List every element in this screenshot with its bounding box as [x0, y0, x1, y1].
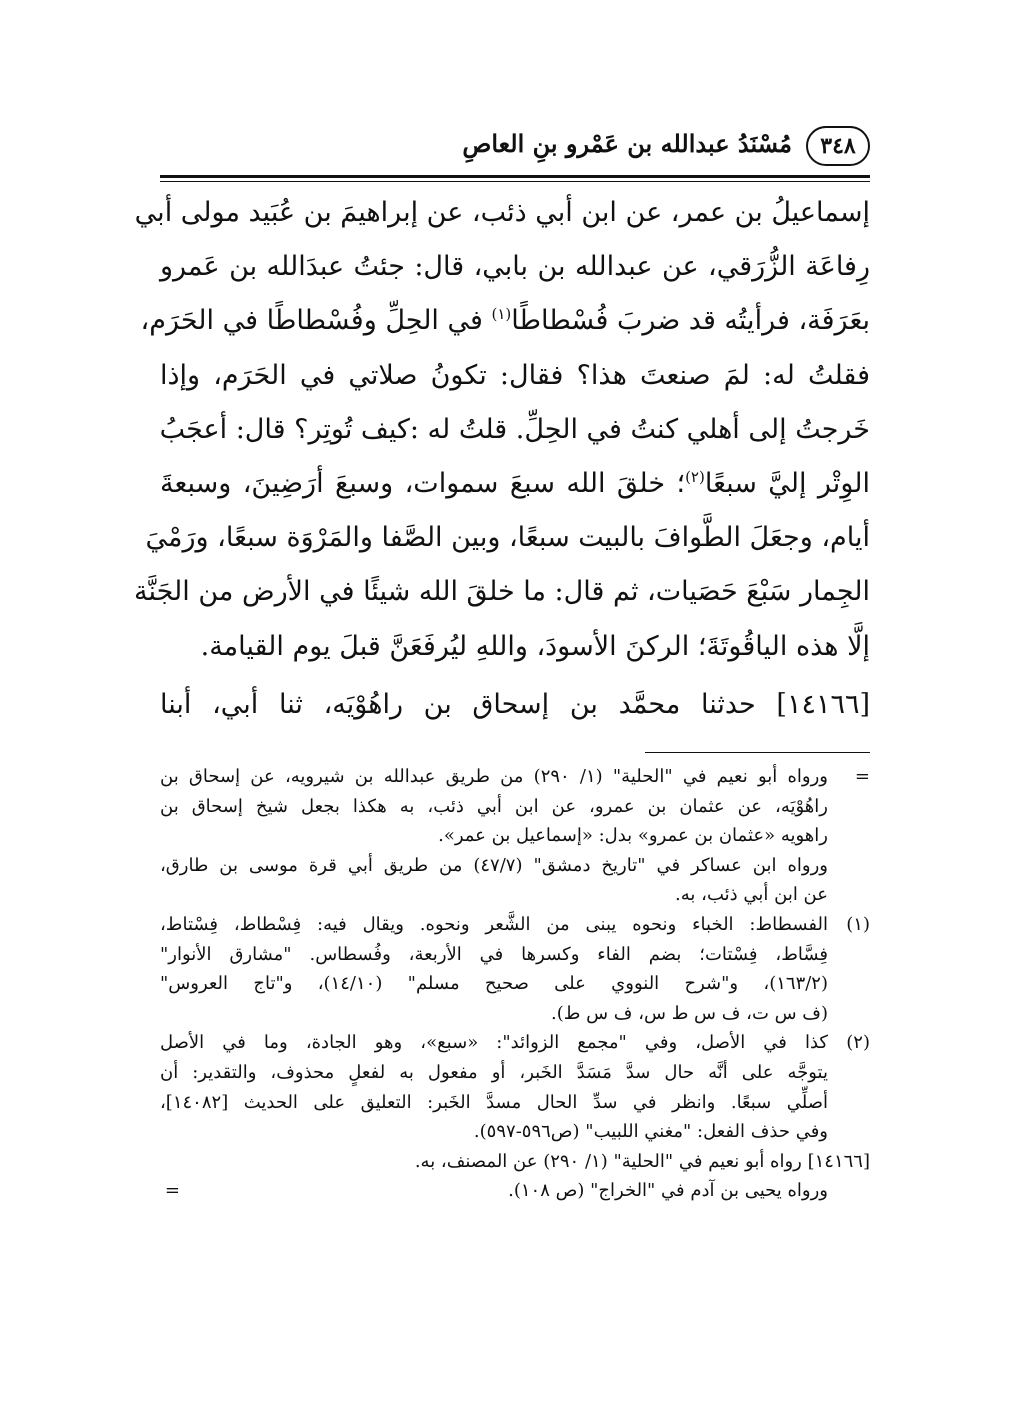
footnote-cont-line-2: راهُوْيَه، عن عثمان بن عمرو، عن ابن أبي ذئب، به هكذا بجعل شيخ إسحاق بن	[160, 795, 828, 817]
footnote-cont-text-1: ورواه أبو نعيم في "الحلية" (١/ ٢٩٠) من طريق عبدالله بن شيرويه، عن إسحاق بن	[160, 766, 828, 787]
footnote-1-text-1: الفسطاط: الخباء ونحوه يبنى من الشَّعر ونحوه. ويقال فيه: فِسْطاط، فِسْتاط،	[160, 913, 828, 935]
footnote-2-line-1	[160, 1028, 870, 1058]
page-header	[160, 122, 870, 174]
footnote-ref-1[interactable]: (١)	[491, 305, 512, 324]
footnote-1-marker: (١)	[846, 913, 870, 935]
continuation-marker: =	[854, 766, 870, 787]
main-text	[133, 186, 871, 674]
body-line-9: إلَّا هذه الياقُوتَةَ؛ الركنَ الأسودَ، واللهِ ليُرفَعَنَّ قبلَ يوم القيامة.	[200, 630, 870, 662]
header-rule-thick	[160, 175, 870, 178]
running-title: مُسْنَدُ عبدالله بن عَمْرو بنِ العاصِ	[462, 129, 792, 158]
body-line-1: إسماعيلُ بن عمر، عن ابن أبي ذئب، عن إبراهيمَ بن عُبَيد مولى أبي	[134, 197, 870, 228]
footnote-2-line-2: يتوجَّه على أنَّه حال سدَّ مَسَدَّ الخَبر، أو مفعول به لفعلٍ محذوف، والتقدير: أن	[160, 1061, 828, 1083]
footnote-hadith-line-1: [١٤١٦٦] رواه أبو نعيم في "الحلية" (١/ ٢٩٠) عن المصنف، به.	[414, 1150, 870, 1172]
footnote-hadith-text-2: ورواه يحيى بن آدم في "الخراج" (ص ١٠٨).	[508, 1180, 828, 1202]
footnote-2-line-3: أصلِّي سبعًا. وانظر في سدِّ الحال مسدَّ الخَبر: التعليق على الحديث [١٤٠٨٢]،	[160, 1091, 828, 1113]
footnote-1-line-1	[160, 910, 870, 940]
body-line-3-tail: في الحِلِّ وفُسْطاطًا في الحَرَم،	[140, 305, 492, 337]
footnote-separator	[645, 752, 870, 753]
body-line-2: رِفاعَة الزُّرَقي، عن عبدالله بن بابي، قال: جئتُ عبدَالله بن عَمرو	[160, 251, 870, 283]
header-rule-thin	[160, 181, 870, 182]
footnotes	[160, 762, 870, 1206]
page-number: ٣٤٨	[806, 126, 870, 166]
footnote-ref-2[interactable]: (٢)	[685, 467, 705, 486]
body-line-6-tail: ؛ خلقَ الله سبعَ سموات، وسبعَ أرَضِينَ، وسبعةَ	[160, 467, 686, 499]
body-line-5: خَرجتُ إلى أهلي كنتُ في الحِلِّ. قلتُ له :كيف تُوتِر؟ قال: أعجَبُ	[159, 413, 870, 445]
body-line-7: أيام، وجعَلَ الطَّوافَ بالبيت سبعًا، وبين الصَّفا والمَرْوَة سبعًا، ورَمْيَ	[145, 522, 870, 554]
body-line-3-head: بعَرَفَة، فرأيتُه قد ضربَ فُسْطاطًا	[511, 305, 870, 337]
footnote-hadith-line-2	[160, 1176, 870, 1206]
body-line-6	[160, 457, 870, 511]
body-line-6-head: الوِتْر إليَّ سبعًا	[704, 467, 871, 499]
footnote-1-line-3: (١٦٣/٢)، و"شرح النووي على صحيح مسلم" (١٤/١٠)، و"تاج العروس"	[160, 973, 829, 995]
footnote-cont-line-3: راهويه «عثمان بن عمرو» بدل: «إسماعيل بن عمر».	[438, 825, 828, 847]
hadith-14166-start: [١٤١٦٦] حدثنا محمَّد بن إسحاق بن راهُوْيَه، ثنا أبي، أبنا	[160, 689, 870, 720]
footnote-2-marker: (٢)	[846, 1032, 870, 1054]
body-line-4: فقلتُ له: لمَ صنعتَ هذا؟ فقال: تكونُ صلاتي في الحَرَم، وإذا	[160, 359, 870, 391]
end-continuation-marker: =	[164, 1180, 180, 1202]
body-line-8: الجِمار سَبْعَ حَصَيات، ثم قال: ما خلقَ الله شيئًا في الأرض من الجَنَّة	[133, 576, 870, 608]
footnote-cont-line-4: ورواه ابن عساكر في "تاريخ دمشق" (٤٧/٧) من طريق أبي قرة موسى بن طارق،	[160, 854, 828, 876]
footnote-1-line-4: (ف س ت، ف س ط س، ف س ط).	[551, 1002, 828, 1024]
footnote-2-text-1: كذا في الأصل، وفي "مجمع الزوائد": «سبع»، وهو الجادة، وما في الأصل	[160, 1032, 828, 1054]
footnote-1-line-2: فِسَّاط، فِسْتات؛ بضم الفاء وكسرها في الأربعة، وفُسطاس. "مشارق الأنوار"	[160, 943, 828, 965]
footnote-cont-line-1	[160, 762, 870, 792]
body-line-3	[140, 294, 870, 348]
footnote-cont-line-5: عن ابن أبي ذئب، به.	[675, 884, 828, 906]
footnote-2-line-4: وفي حذف الفعل: "مغني اللبيب" (ص٥٩٦-٥٩٧).	[473, 1121, 828, 1143]
